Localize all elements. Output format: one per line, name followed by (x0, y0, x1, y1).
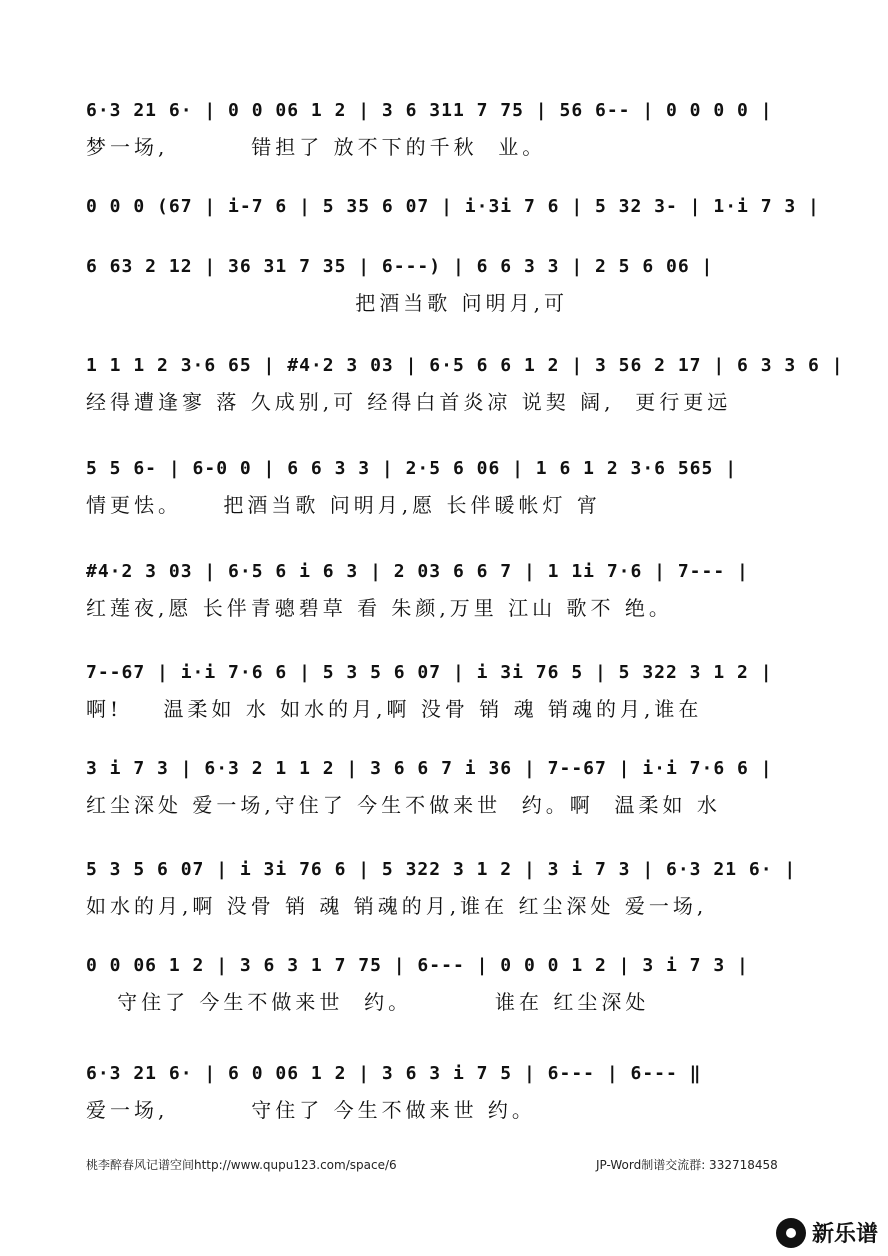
logo (776, 1217, 878, 1248)
lyrics-line: 梦一场, 错担了 放不下的千秋 业。 (86, 135, 547, 159)
notation-line: 6·3 21 6· | 6 0 06 1 2 | 3 6 3 i 7 5 | 6--- | 6--- ‖ (86, 1063, 702, 1084)
lyrics-line: 爱一场, 守住了 今生不做来世 约。 (86, 1098, 536, 1122)
lyrics-line: 啊! 温柔如 水 如水的月,啊 没骨 销 魂 销魂的月,谁在 (86, 697, 703, 721)
notation-line: 7--67 | i·i 7·6 6 | 5 3 5 6 07 | i 3i 76 5 | 5 322 3 1 2 | (86, 662, 773, 683)
notation-line: 5 3 5 6 07 | i 3i 76 6 | 5 322 3 1 2 | 3 i 7 3 | 6·3 21 6· | (86, 859, 797, 880)
notation-line: #4·2 3 03 | 6·5 6 i 6 3 | 2 03 6 6 7 | 1 1i 7·6 | 7--- | (86, 561, 749, 582)
footer-left-credit: 桃李醉春风记谱空间http://www.qupu123.com/space/6 (86, 1158, 397, 1172)
lyrics-line: 红尘深处 爱一场,守住了 今生不做来世 约。啊 温柔如 水 (86, 793, 721, 817)
lyrics-line: 守住了 今生不做来世 约。 谁在 红尘深处 (86, 990, 650, 1014)
logo-text: 新乐谱 (811, 1222, 878, 1247)
notation-line: 6 63 2 12 | 36 31 7 35 | 6---) | 6 6 3 3 | 2 5 6 06 | (86, 256, 714, 277)
lyrics-line: 把酒当歌 问明月,可 (86, 291, 569, 315)
notation-line: 5 5 6- | 6-0 0 | 6 6 3 3 | 2·5 6 06 | 1 6 1 2 3·6 565 | (86, 458, 738, 479)
lyrics-line: 情更怯。 把酒当歌 问明月,愿 长伴暖帐灯 宵 (86, 493, 601, 517)
notation-line: 1 1 1 2 3·6 65 | #4·2 3 03 | 6·5 6 6 1 2 | 3 56 2 17 | 6 3 3 6 | (86, 355, 844, 376)
footer-right-credit: JP-Word制谱交流群: 332718458 (596, 1158, 778, 1172)
notation-line: 3 i 7 3 | 6·3 2 1 1 2 | 3 6 6 7 i 36 | 7--67 | i·i 7·6 6 | (86, 758, 773, 779)
lyrics-line: 经得遭逢寥 落 久成别,可 经得白首炎凉 说契 阔, 更行更远 (86, 390, 732, 414)
record-disc-icon (776, 1218, 806, 1248)
notation-line: 0 0 06 1 2 | 3 6 3 1 7 75 | 6--- | 0 0 0 1 2 | 3 i 7 3 | (86, 955, 749, 976)
lyrics-line: 如水的月,啊 没骨 销 魂 销魂的月,谁在 红尘深处 爱一场, (86, 894, 708, 918)
notation-line: 0 0 0 (67 | i-7 6 | 5 35 6 07 | i·3i 7 6 | 5 32 3- | 1·i 7 3 | (86, 196, 820, 217)
notation-line: 6·3 21 6· | 0 0 06 1 2 | 3 6 311 7 75 | 56 6-- | 0 0 0 0 | (86, 100, 773, 121)
lyrics-line: 红莲夜,愿 长伴青骢碧草 看 朱颜,万里 江山 歌不 绝。 (86, 596, 673, 620)
